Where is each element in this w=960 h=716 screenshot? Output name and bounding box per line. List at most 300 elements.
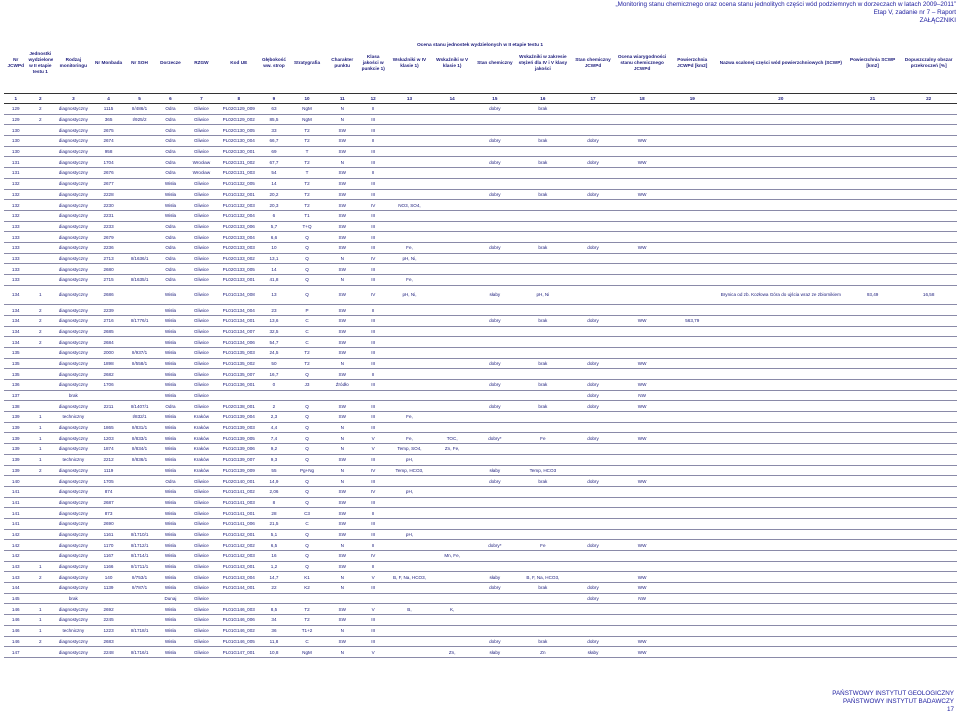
table-cell: [845, 146, 900, 157]
table-cell: Q: [288, 275, 326, 286]
table-cell: [845, 412, 900, 423]
table-cell: 2: [27, 305, 53, 316]
table-cell: Wisła: [156, 529, 186, 540]
table-cell: 7,4: [260, 433, 288, 444]
table-cell: [717, 497, 845, 508]
table-cell: 55: [260, 465, 288, 476]
table-cell: [900, 232, 957, 243]
table-cell: Odra: [156, 221, 186, 232]
table-cell: [388, 326, 431, 337]
table-cell: 14: [260, 178, 288, 189]
table-cell: PL02G130_004: [217, 136, 260, 147]
table-cell: [27, 253, 53, 264]
table-cell: Wisła: [156, 433, 186, 444]
table-cell: [717, 146, 845, 157]
table-cell: [474, 275, 517, 286]
table-cell: 1706: [94, 380, 124, 391]
table-cell: [431, 412, 474, 423]
table-cell: [845, 572, 900, 583]
table-cell: 136: [4, 380, 27, 391]
table-cell: PL01G135_007: [217, 369, 260, 380]
table-cell: [431, 315, 474, 326]
table-cell: Wisła: [156, 551, 186, 562]
table-cell: [570, 347, 617, 358]
table-cell: 133: [4, 232, 27, 243]
table-cell: [474, 210, 517, 221]
table-cell: III: [358, 529, 388, 540]
table-cell: diagnostyczny: [53, 253, 94, 264]
table-cell: [474, 347, 517, 358]
table-cell: V: [358, 647, 388, 658]
table-cell: diagnostyczny: [53, 210, 94, 221]
table-cell: Wisła: [156, 210, 186, 221]
table-cell: SW: [326, 232, 358, 243]
table-cell: [617, 412, 668, 423]
table-cell: N: [326, 422, 358, 433]
table-cell: Brynica od zb. Kozłowa Góra do ujścia wraz ze zbiornikiem: [717, 285, 845, 305]
table-cell: Odra: [156, 157, 186, 168]
table-cell: [27, 189, 53, 200]
table-cell: Wisła: [156, 518, 186, 529]
column-header: Kod UE: [230, 60, 248, 65]
table-row: [4, 168, 957, 179]
table-cell: [668, 337, 717, 348]
table-cell: 143: [4, 572, 27, 583]
table-cell: N: [326, 253, 358, 264]
table-cell: [570, 551, 617, 562]
table-cell: 133: [4, 242, 27, 253]
table-cell: T2: [288, 200, 326, 211]
table-cell: T2: [288, 615, 326, 626]
table-row: [4, 253, 957, 264]
table-cell: WW: [617, 476, 668, 487]
table-cell: NW: [617, 390, 668, 401]
table-cell: SW: [326, 454, 358, 465]
table-cell: [431, 189, 474, 200]
table-cell: [388, 476, 431, 487]
table-cell: Wisła: [156, 380, 186, 391]
table-cell: III: [358, 347, 388, 358]
table-cell: 1: [27, 422, 53, 433]
table-cell: [570, 114, 617, 125]
table-cell: [668, 508, 717, 519]
table-cell: 130: [4, 125, 27, 136]
table-cell: II/1712/1: [124, 540, 156, 551]
table-cell: II: [358, 305, 388, 316]
table-cell: [431, 347, 474, 358]
table-cell: III: [358, 476, 388, 487]
table-cell: PL01G146_006: [217, 615, 260, 626]
table-cell: 2: [27, 315, 53, 326]
table-cell: III: [358, 326, 388, 337]
table-cell: 2686: [94, 285, 124, 305]
table-cell: Gliwice: [185, 221, 217, 232]
table-cell: SW: [326, 210, 358, 221]
table-cell: III: [358, 221, 388, 232]
table-row: [4, 551, 957, 562]
table-cell: [124, 508, 156, 519]
table-cell: dobry*: [474, 540, 517, 551]
column-header: Nazwa scalonej części wód powierzchniowych (SCWP): [719, 60, 842, 65]
table-cell: [431, 636, 474, 647]
column-number: 18: [617, 94, 668, 104]
table-cell: dobry: [570, 401, 617, 412]
table-cell: Wisła: [156, 540, 186, 551]
table-cell: [900, 125, 957, 136]
table-cell: [717, 114, 845, 125]
table-cell: Q: [288, 264, 326, 275]
table-cell: PL01G147_001: [217, 647, 260, 658]
table-cell: Wisła: [156, 508, 186, 519]
table-cell: [516, 497, 569, 508]
table-cell: [717, 253, 845, 264]
table-row: [4, 369, 957, 380]
table-cell: [900, 615, 957, 626]
table-cell: [260, 390, 288, 401]
table-cell: Gliwice: [185, 508, 217, 519]
table-cell: [27, 647, 53, 658]
table-cell: PL02G129_009: [217, 104, 260, 115]
table-cell: [27, 476, 53, 487]
table-cell: C: [288, 518, 326, 529]
table-cell: [27, 347, 53, 358]
table-cell: Wisła: [156, 486, 186, 497]
table-cell: dobry: [570, 189, 617, 200]
table-cell: Temp, HCO3: [516, 465, 569, 476]
table-cell: [431, 275, 474, 286]
table-cell: 2716: [94, 315, 124, 326]
group-header: Ocena stanu jednostek wydzielonych w II etapie testu 1: [416, 43, 544, 48]
table-cell: 2682: [94, 369, 124, 380]
table-cell: [617, 125, 668, 136]
table-cell: brak: [53, 390, 94, 401]
table-cell: [474, 625, 517, 636]
table-cell: 1705: [94, 476, 124, 487]
table-cell: IV: [358, 465, 388, 476]
table-cell: Wisła: [156, 347, 186, 358]
table-cell: [94, 412, 124, 423]
table-cell: [388, 380, 431, 391]
table-cell: [845, 422, 900, 433]
table-cell: 129: [4, 114, 27, 125]
table-cell: [431, 572, 474, 583]
table-cell: 874: [94, 486, 124, 497]
table-cell: [668, 189, 717, 200]
table-cell: dobry: [570, 390, 617, 401]
table-cell: SW: [326, 146, 358, 157]
table-cell: [668, 285, 717, 305]
table-cell: diagnostyczny: [53, 422, 94, 433]
table-cell: V: [358, 433, 388, 444]
table-row: [4, 444, 957, 455]
table-cell: Q: [288, 561, 326, 572]
table-cell: 2248: [94, 647, 124, 658]
table-cell: Q: [288, 529, 326, 540]
table-cell: 10,8: [260, 647, 288, 658]
table-cell: słaby: [474, 465, 517, 476]
table-cell: I/832/1: [124, 412, 156, 423]
table-cell: N: [326, 444, 358, 455]
table-cell: PL01G141_006: [217, 518, 260, 529]
table-cell: III: [358, 337, 388, 348]
table-cell: PL01G141_002: [217, 486, 260, 497]
table-cell: [388, 104, 431, 115]
table-cell: SW: [326, 551, 358, 562]
table-cell: Gliwice: [185, 114, 217, 125]
table-cell: [431, 540, 474, 551]
table-cell: [668, 104, 717, 115]
table-cell: SW: [326, 168, 358, 179]
table-cell: PL01G136_001: [217, 380, 260, 391]
table-cell: słaby: [474, 572, 517, 583]
table-cell: J3: [288, 380, 326, 391]
table-cell: [570, 125, 617, 136]
table-cell: [845, 337, 900, 348]
table-row: [4, 583, 957, 594]
table-cell: Mn, Fe,: [431, 551, 474, 562]
table-cell: dobry: [474, 315, 517, 326]
table-cell: N: [326, 433, 358, 444]
table-cell: SW: [326, 604, 358, 615]
table-cell: [474, 168, 517, 179]
table-cell: 14: [260, 264, 288, 275]
table-cell: 1: [27, 412, 53, 423]
table-cell: V: [358, 444, 388, 455]
table-row: [4, 412, 957, 423]
table-cell: PL01G134_004: [217, 305, 260, 316]
table-cell: [570, 369, 617, 380]
table-cell: dobry: [570, 242, 617, 253]
table-cell: [431, 221, 474, 232]
table-cell: II: [358, 561, 388, 572]
table-cell: Gliwice: [185, 561, 217, 572]
table-cell: SW: [326, 242, 358, 253]
table-cell: Wisła: [156, 604, 186, 615]
table-cell: Gliwice: [185, 264, 217, 275]
table-cell: B, F, Na, HCO3,: [388, 572, 431, 583]
table-cell: 1: [27, 444, 53, 455]
table-cell: [358, 593, 388, 604]
table-cell: [668, 412, 717, 423]
table-cell: 36: [260, 625, 288, 636]
table-cell: 6,5: [260, 540, 288, 551]
table-cell: diagnostyczny: [53, 369, 94, 380]
table-cell: 138: [4, 401, 27, 412]
table-cell: [617, 232, 668, 243]
table-cell: [474, 551, 517, 562]
table-cell: 1704: [94, 157, 124, 168]
table-cell: Gliwice: [185, 337, 217, 348]
table-row: [4, 221, 957, 232]
table-row: [4, 497, 957, 508]
table-cell: [388, 593, 431, 604]
table-cell: Odra: [156, 104, 186, 115]
table-cell: [27, 178, 53, 189]
table-cell: [845, 476, 900, 487]
table-cell: [516, 337, 569, 348]
table-cell: diagnostyczny: [53, 114, 94, 125]
table-cell: [431, 583, 474, 594]
table-cell: [617, 200, 668, 211]
table-cell: [431, 104, 474, 115]
table-cell: dobry: [474, 157, 517, 168]
table-cell: [845, 326, 900, 337]
table-cell: T: [288, 168, 326, 179]
column-header: Wskaźniki w IV klasie 1): [392, 57, 427, 68]
table-cell: [124, 604, 156, 615]
table-cell: [717, 625, 845, 636]
table-cell: dobry: [474, 583, 517, 594]
table-cell: N: [326, 625, 358, 636]
table-row: [4, 104, 957, 115]
table-cell: Odra: [156, 275, 186, 286]
table-cell: [845, 615, 900, 626]
table-cell: Temp, SO4,: [388, 444, 431, 455]
table-cell: dobry: [570, 476, 617, 487]
table-cell: Wisła: [156, 369, 186, 380]
table-row: [4, 518, 957, 529]
table-cell: [845, 347, 900, 358]
table-cell: II/1776/1: [124, 315, 156, 326]
table-cell: II/1710/1: [124, 529, 156, 540]
table-cell: [717, 647, 845, 658]
table-cell: [388, 136, 431, 147]
table-cell: T+Q: [288, 221, 326, 232]
table-cell: [516, 625, 569, 636]
table-cell: [717, 401, 845, 412]
table-row: [4, 615, 957, 626]
table-cell: [900, 136, 957, 147]
table-cell: [900, 454, 957, 465]
table-cell: [668, 210, 717, 221]
table-cell: [388, 369, 431, 380]
table-cell: [900, 486, 957, 497]
table-cell: [717, 347, 845, 358]
column-number: 1: [4, 94, 27, 104]
table-cell: III: [358, 518, 388, 529]
table-cell: [570, 210, 617, 221]
table-cell: [717, 636, 845, 647]
table-cell: 1166: [94, 561, 124, 572]
table-cell: [845, 168, 900, 179]
table-cell: Q: [288, 369, 326, 380]
column-header: Głębokość ww. strop: [261, 57, 286, 68]
table-cell: [474, 326, 517, 337]
column-number: 21: [845, 94, 900, 104]
table-cell: 50: [260, 358, 288, 369]
table-cell: [717, 210, 845, 221]
column-number: 11: [326, 94, 358, 104]
table-cell: 2: [27, 326, 53, 337]
table-cell: [668, 401, 717, 412]
table-cell: [570, 572, 617, 583]
table-cell: WW: [617, 189, 668, 200]
table-cell: [900, 305, 957, 316]
table-cell: diagnostyczny: [53, 604, 94, 615]
table-cell: [516, 390, 569, 401]
table-cell: brak: [516, 476, 569, 487]
table-cell: [94, 390, 124, 401]
table-cell: SW: [326, 200, 358, 211]
column-header: Dopuszczalny obszar przekroczeń [%]: [904, 57, 953, 68]
table-cell: Q: [288, 454, 326, 465]
table-cell: 1161: [94, 529, 124, 540]
table-row: [4, 380, 957, 391]
table-cell: 133: [4, 264, 27, 275]
table-cell: [516, 529, 569, 540]
table-cell: [124, 136, 156, 147]
table-cell: Wisła: [156, 561, 186, 572]
table-cell: [845, 305, 900, 316]
table-cell: [617, 210, 668, 221]
column-number: 9: [260, 94, 288, 104]
table-cell: dobry*: [474, 433, 517, 444]
table-cell: 16: [260, 551, 288, 562]
table-row: [4, 264, 957, 275]
table-cell: dobry: [570, 136, 617, 147]
table-cell: [717, 604, 845, 615]
table-cell: [431, 264, 474, 275]
table-cell: [668, 444, 717, 455]
table-cell: [388, 422, 431, 433]
table-row: [4, 433, 957, 444]
table-cell: diagnostyczny: [53, 146, 94, 157]
table-cell: [124, 285, 156, 305]
table-cell: Gliwice: [185, 347, 217, 358]
table-cell: [431, 615, 474, 626]
table-cell: Gliwice: [185, 551, 217, 562]
table-cell: 5,7: [260, 221, 288, 232]
table-cell: [845, 444, 900, 455]
table-cell: WW: [617, 315, 668, 326]
table-cell: [668, 476, 717, 487]
column-header: Wskaźniki w V klasie 1): [436, 57, 469, 68]
table-cell: N: [326, 465, 358, 476]
table-cell: [516, 422, 569, 433]
table-cell: NgM: [288, 647, 326, 658]
table-cell: SW: [326, 285, 358, 305]
table-cell: [900, 604, 957, 615]
table-cell: [668, 486, 717, 497]
table-cell: [617, 326, 668, 337]
table-cell: Odra: [156, 146, 186, 157]
table-cell: 146: [4, 625, 27, 636]
table-cell: SW: [326, 337, 358, 348]
table-cell: [516, 615, 569, 626]
table-cell: techniczny: [53, 412, 94, 423]
table-cell: brak: [516, 189, 569, 200]
table-cell: [845, 593, 900, 604]
table-cell: Gliwice: [185, 380, 217, 391]
table-cell: 143: [4, 561, 27, 572]
table-cell: diagnostyczny: [53, 508, 94, 519]
table-cell: Fe,: [388, 412, 431, 423]
table-cell: Gliwice: [185, 647, 217, 658]
table-cell: [388, 232, 431, 243]
table-cell: Wisła: [156, 572, 186, 583]
table-cell: Gliwice: [185, 253, 217, 264]
table-cell: [27, 232, 53, 243]
table-cell: V: [358, 572, 388, 583]
table-cell: K,: [431, 604, 474, 615]
table-cell: [516, 561, 569, 572]
table-cell: 23: [260, 305, 288, 316]
table-cell: [845, 358, 900, 369]
table-cell: brak: [53, 593, 94, 604]
table-cell: [27, 275, 53, 286]
table-cell: [516, 221, 569, 232]
table-row: [4, 275, 957, 286]
